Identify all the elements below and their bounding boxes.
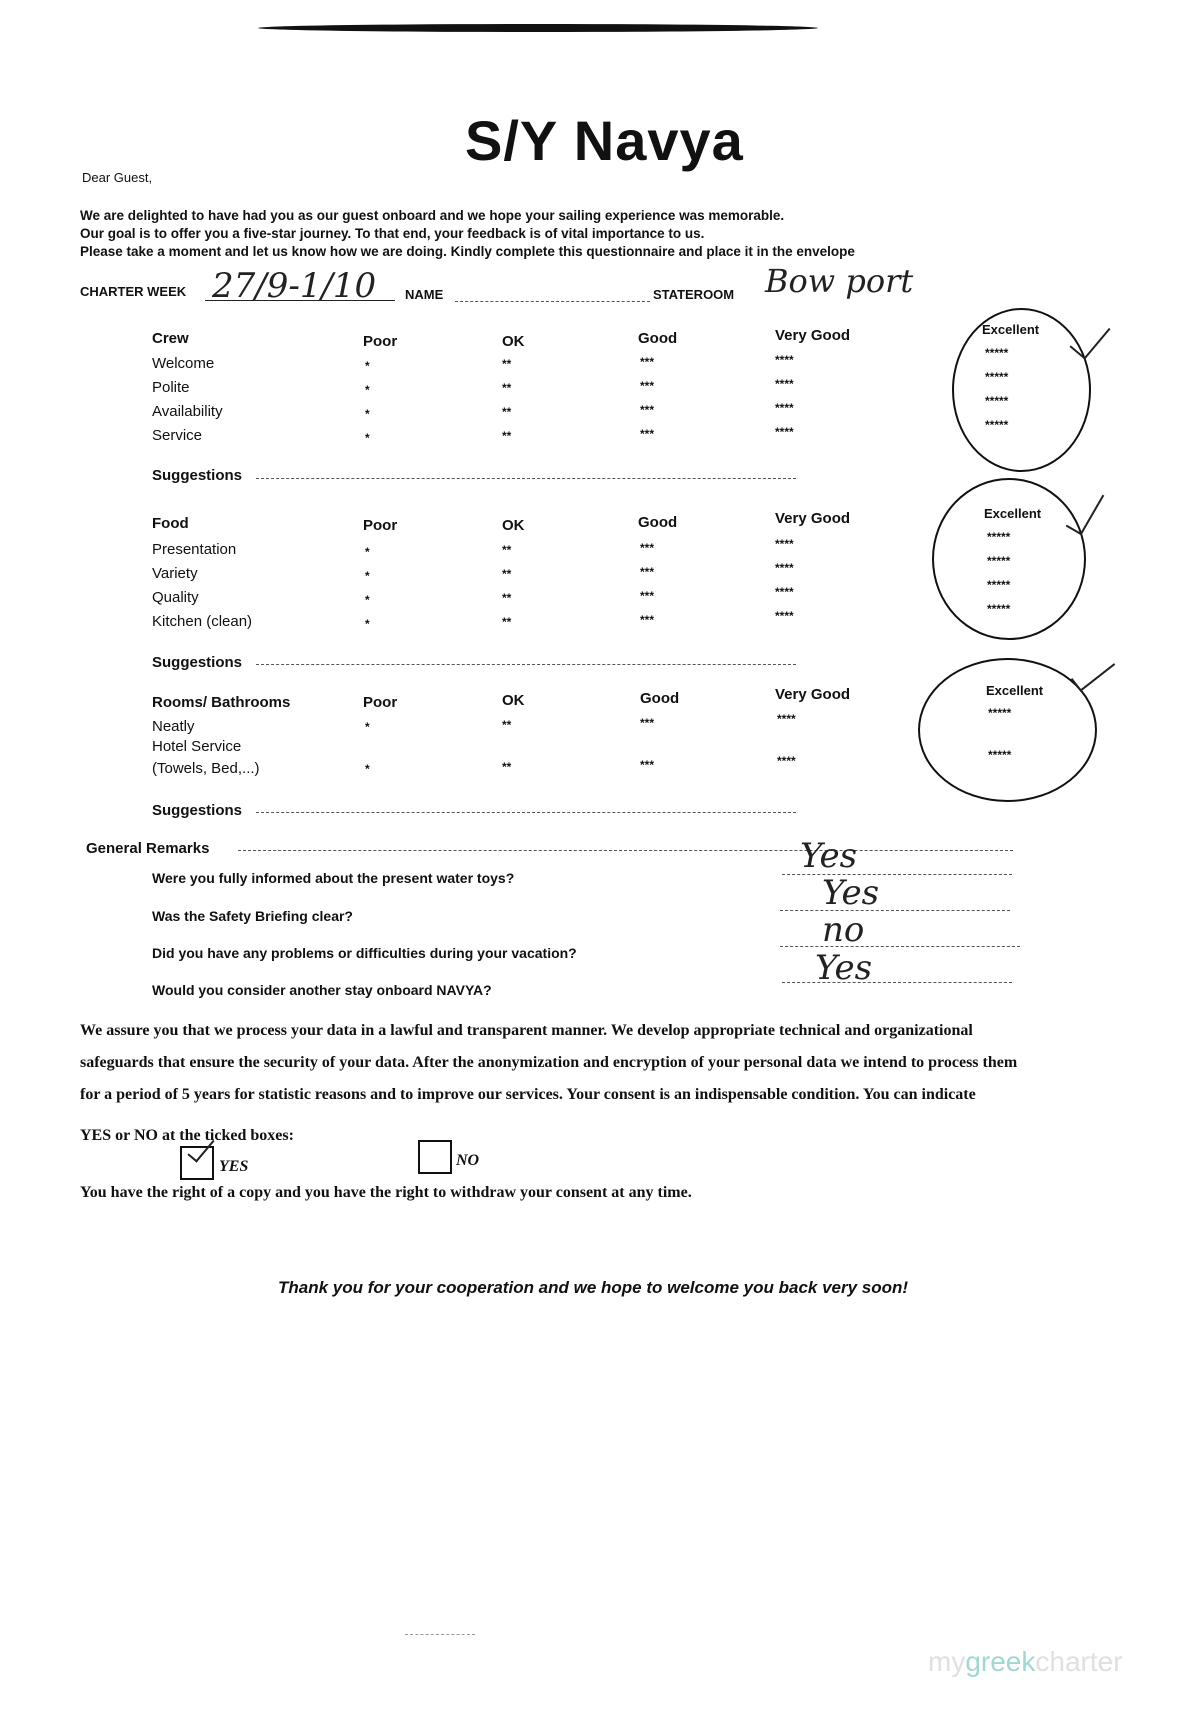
rating-poor[interactable]: * — [365, 569, 370, 583]
salutation: Dear Guest, — [82, 170, 153, 185]
rating-ok[interactable]: ** — [502, 567, 512, 581]
intro-line-2: Our goal is to offer you a five-star journey. To that end, your feedback is of vital importance to us. — [80, 226, 705, 241]
rating-excellent[interactable]: ***** — [985, 370, 1009, 384]
answer-line[interactable] — [780, 910, 1010, 911]
col-excellent: Excellent — [984, 506, 1042, 521]
consent-rights-text: You have the right of a copy and you have the right to withdraw your consent at any time. — [80, 1184, 692, 1201]
rating-poor[interactable]: * — [365, 593, 370, 607]
watermark-brand: greek — [965, 1646, 1036, 1677]
col-poor: Poor — [363, 517, 398, 534]
question-1: Were you fully informed about the present water toys? — [152, 870, 515, 886]
answer-2[interactable]: Yes — [822, 873, 880, 913]
consent-no-checkbox[interactable] — [418, 1140, 452, 1174]
excellent-circle-mark — [952, 308, 1091, 472]
watermark-pre: my — [928, 1646, 966, 1677]
rating-good[interactable]: *** — [640, 565, 655, 579]
consent-line-1: We assure you that we process your data in a lawful and transparent manner. We develop appropriate technical and organizational — [80, 1022, 973, 1039]
rating-poor[interactable]: * — [365, 407, 370, 421]
question-3: Did you have any problems or difficulties during your vacation? — [152, 945, 577, 961]
rating-very-good[interactable]: **** — [775, 377, 794, 391]
item-label: Availability — [152, 403, 223, 420]
consent-line-4: YES or NO at the ticked boxes: — [80, 1127, 294, 1144]
col-poor: Poor — [363, 694, 398, 711]
name-label: NAME — [405, 287, 444, 302]
col-excellent: Excellent — [982, 322, 1040, 337]
item-label: Neatly — [152, 718, 195, 735]
rating-excellent[interactable]: ***** — [988, 706, 1012, 720]
stateroom-label: STATEROOM — [653, 287, 735, 302]
rating-good[interactable]: *** — [640, 613, 655, 627]
rating-good[interactable]: *** — [640, 541, 655, 555]
general-remarks-line[interactable] — [238, 850, 1013, 851]
consent-yes-label: YES — [219, 1158, 249, 1175]
suggestions-label: Suggestions — [152, 654, 243, 671]
section-heading: Food — [152, 515, 189, 532]
rating-very-good[interactable]: **** — [775, 585, 794, 599]
col-very-good: Very Good — [775, 686, 851, 703]
col-ok: OK — [502, 517, 525, 534]
rating-ok[interactable]: ** — [502, 718, 512, 732]
col-excellent: Excellent — [986, 683, 1044, 698]
item-label: Presentation — [152, 541, 237, 558]
rating-very-good[interactable]: **** — [775, 537, 794, 551]
rating-good[interactable]: *** — [640, 427, 655, 441]
rating-excellent[interactable]: ***** — [985, 394, 1009, 408]
suggestions-line[interactable] — [256, 664, 796, 665]
rating-poor[interactable]: * — [365, 545, 370, 559]
rating-ok[interactable]: ** — [502, 615, 512, 629]
rating-poor[interactable]: * — [365, 762, 370, 776]
question-4: Would you consider another stay onboard NAVYA? — [152, 982, 492, 998]
rating-ok[interactable]: ** — [502, 357, 512, 371]
rating-ok[interactable]: ** — [502, 381, 512, 395]
item-label: Kitchen (clean) — [152, 613, 253, 630]
rating-good[interactable]: *** — [640, 355, 655, 369]
rating-poor[interactable]: * — [365, 617, 370, 631]
intro-line-1: We are delighted to have had you as our guest onboard and we hope your sailing experience was memorable. — [80, 208, 785, 223]
watermark — [928, 1646, 1123, 1678]
item-label: Quality — [152, 589, 199, 606]
consent-line-2: safeguards that ensure the security of your data. After the anonymization and encryption of your personal data we intend to process them — [80, 1054, 1018, 1071]
answer-1[interactable]: Yes — [800, 836, 858, 876]
page-title: S/Y Navya — [465, 109, 744, 172]
name-line[interactable] — [455, 301, 650, 302]
item-label: Variety — [152, 565, 198, 582]
rating-very-good[interactable]: **** — [775, 425, 794, 439]
watermark-post: charter — [1035, 1646, 1123, 1677]
rating-good[interactable]: *** — [640, 379, 655, 393]
rating-good[interactable]: *** — [640, 758, 655, 772]
rating-good[interactable]: *** — [640, 403, 655, 417]
col-good: Good — [638, 330, 678, 347]
suggestions-line[interactable] — [256, 812, 796, 813]
thanks-message: Thank you for your cooperation and we hope to welcome you back very soon! — [278, 1278, 909, 1297]
rating-good[interactable]: *** — [640, 589, 655, 603]
col-very-good: Very Good — [775, 327, 851, 344]
rating-very-good[interactable]: **** — [775, 353, 794, 367]
top-bar-decoration — [258, 24, 818, 32]
col-very-good: Very Good — [775, 510, 851, 527]
excellent-circle-mark — [932, 478, 1086, 640]
col-ok: OK — [502, 333, 525, 350]
answer-4[interactable]: Yes — [815, 948, 873, 988]
rating-very-good[interactable]: **** — [777, 712, 796, 726]
rating-very-good[interactable]: **** — [775, 609, 794, 623]
rating-excellent[interactable]: ***** — [987, 554, 1011, 568]
intro-line-3: Please take a moment and let us know how we are doing. Kindly complete this questionnaire and place it in the envelope — [80, 244, 855, 259]
item-label: Service — [152, 427, 203, 444]
col-ok: OK — [502, 692, 525, 709]
col-good: Good — [638, 514, 678, 531]
rating-excellent[interactable]: ***** — [987, 530, 1011, 544]
answer-3[interactable]: no — [822, 910, 865, 950]
rating-poor[interactable]: * — [365, 359, 370, 373]
suggestions-line[interactable] — [256, 478, 796, 479]
col-poor: Poor — [363, 333, 398, 350]
item-label: Welcome — [152, 355, 215, 372]
suggestions-label: Suggestions — [152, 467, 243, 484]
rating-very-good[interactable]: **** — [775, 401, 794, 415]
check-mark — [1071, 652, 1116, 692]
charter-week-label: CHARTER WEEK — [80, 284, 187, 299]
rating-ok[interactable]: ** — [502, 543, 512, 557]
rating-excellent[interactable]: ***** — [987, 602, 1011, 616]
item-label: (Towels, Bed,...) — [152, 760, 260, 777]
rating-poor[interactable]: * — [365, 720, 370, 734]
rating-excellent[interactable]: ***** — [985, 346, 1009, 360]
rating-ok[interactable]: ** — [502, 591, 512, 605]
rating-good[interactable]: *** — [640, 716, 655, 730]
rating-poor[interactable]: * — [365, 383, 370, 397]
suggestions-label: Suggestions — [152, 802, 243, 819]
consent-no-label: NO — [456, 1152, 480, 1169]
rating-poor[interactable]: * — [365, 431, 370, 445]
item-label: Polite — [152, 379, 190, 396]
rating-excellent[interactable]: ***** — [987, 578, 1011, 592]
rating-very-good[interactable]: **** — [777, 754, 796, 768]
answer-line[interactable] — [780, 946, 1020, 947]
rating-very-good[interactable]: **** — [775, 561, 794, 575]
rating-ok[interactable]: ** — [502, 760, 512, 774]
question-2: Was the Safety Briefing clear? — [152, 908, 353, 924]
section-heading: Crew — [152, 330, 189, 347]
charter-week-value[interactable]: 27/9-1/10 — [212, 266, 377, 306]
consent-line-3: for a period of 5 years for statistic reasons and to improve our services. Your consent is an indispensable condition. You can indicate — [80, 1086, 976, 1103]
rating-excellent[interactable]: ***** — [988, 748, 1012, 762]
rating-ok[interactable]: ** — [502, 405, 512, 419]
col-good: Good — [640, 690, 680, 707]
stateroom-value[interactable]: Bow port — [765, 262, 914, 300]
page-mark — [405, 1634, 475, 1635]
section-heading: Rooms/ Bathrooms — [152, 694, 291, 711]
rating-excellent[interactable]: ***** — [985, 418, 1009, 432]
item-label: Hotel Service — [152, 738, 242, 755]
rating-ok[interactable]: ** — [502, 429, 512, 443]
general-remarks-label: General Remarks — [86, 840, 210, 857]
